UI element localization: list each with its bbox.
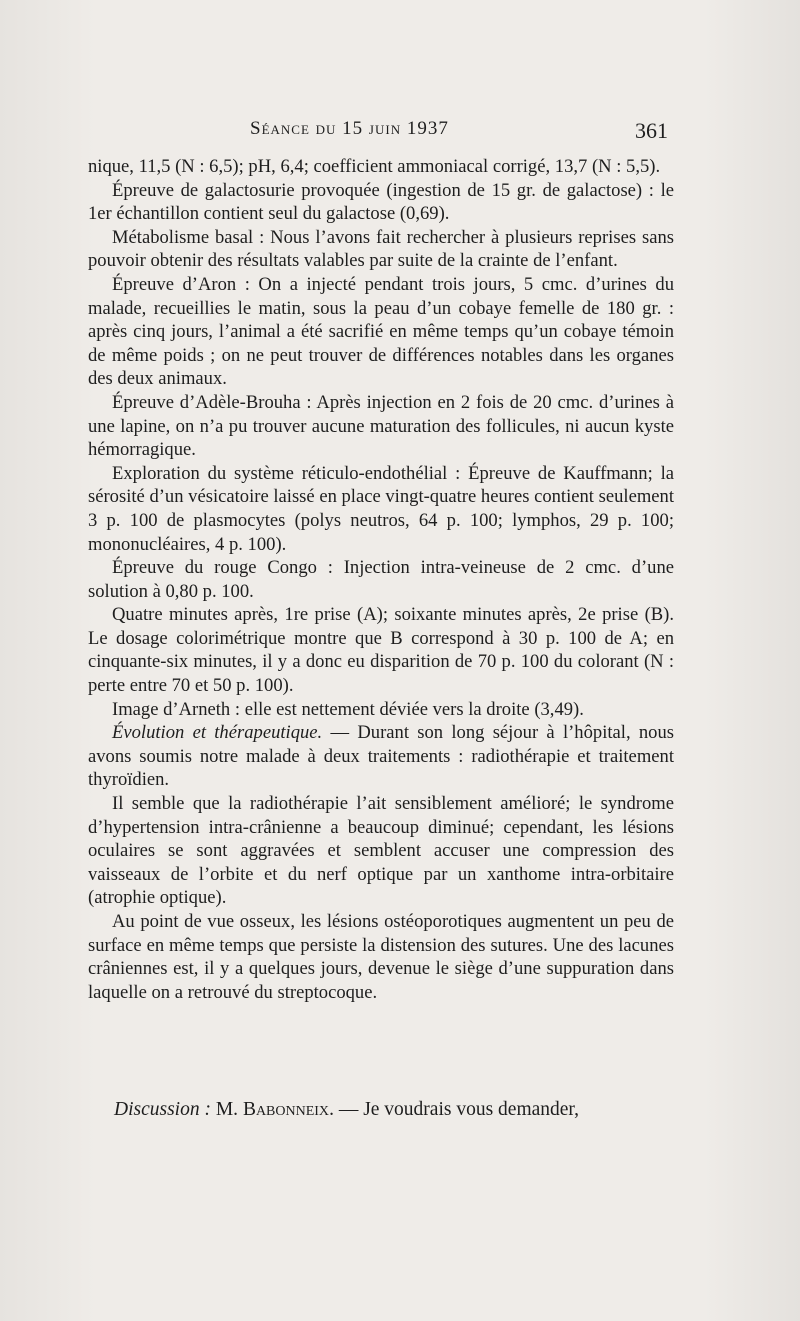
paragraph: Métabolisme basal : Nous l’avons fait rechercher à plusieurs reprises sans pouvoir obtenir des résultats valables par suite de la crainte de l’enfant. (88, 226, 674, 272)
paragraph: Épreuve d’Adèle-Brouha : Après injection en 2 fois de 20 cmc. d’urines à une lapine, on n’a pu trouver aucune maturation des follicules, ni aucun kyste hémorragique. (88, 391, 674, 461)
page-header (250, 118, 680, 146)
paragraph: Quatre minutes après, 1re prise (A); soixante minutes après, 2e prise (B). Le dosage colorimétrique montre que B correspond à 30 p. 100 de A; en cinquante-six minutes, il y a donc eu disparition de 70 p. 100 du colorant (N : perte entre 70 et 50 p. 100). (88, 604, 674, 697)
paragraph: Image d’Arneth : elle est nettement déviée vers la droite (3,49). (112, 698, 584, 720)
paragraph: Il semble que la radiothérapie l’ait sensiblement amélioré; le syndrome d’hypertension intra-crânienne a beaucoup diminué; cependant, les lésions oculaires se sont aggravées et semblent accuser une compression des vaisseaux de l’orbite et du nerf optique par un xanthome intra-orbitaire (atrophie optique). (88, 793, 674, 909)
speaker-name: Babonneix (242, 1099, 330, 1120)
discussion-label: Discussion : (114, 1099, 211, 1120)
discussion-line: Discussion : M. Babonneix. — Je voudrais vous demander, (114, 1099, 580, 1120)
paragraph: nique, 11,5 (N : 6,5); pH, 6,4; coefficient ammoniacal corrigé, 13,7 (N : 5,5). (88, 156, 661, 177)
paragraph: Au point de vue osseux, les lésions ostéoporotiques augmentent un peu de surface en même temps que persiste la distension des sutures. Une des lacunes crâniennes est, il y a quelques jours, devenue le siège d’une suppuration dans laquelle on a retrouvé du streptocoque. (88, 911, 674, 1003)
section-lead: Évolution et thérapeutique. (112, 722, 323, 744)
section-paragraph: Évolution et thérapeutique. — Durant son long séjour à l’hôpital, nous avons soumis notre malade à deux traitements : radiothérapie et traitement thyroïdien. (88, 722, 674, 791)
paragraph: Exploration du système réticulo-endothélial : Épreuve de Kauffmann; la sérosité d’un vésicatoire laissé en place vingt-quatre heures contient seulement 3 p. 100 de plasmocytes (polys neutros, 64 p. 100; lymphos, 29 p. 100; mononucléaires, 4 p. 100). (88, 462, 675, 555)
body-text (88, 155, 674, 1004)
paragraph: Épreuve du rouge Congo : Injection intra-veineuse de 2 cmc. d’une solution à 0,80 p. 100. (88, 557, 674, 602)
page-number: 361 (635, 118, 668, 143)
paragraph: Épreuve d’Aron : On a injecté pendant trois jours, 5 cmc. d’urines du malade, recueillies le matin, sous la peau d’un cobaye femelle de 180 gr. : après cinq jours, l’animal a été sacrifié en même temps qu’un cobaye témoin de même poids ; on ne peut trouver de différences notables dans les organes des deux animaux. (88, 273, 674, 390)
running-head: Séance du 15 juin 1937 (250, 118, 449, 139)
paragraph: Épreuve de galactosurie provoquée (ingestion de 15 gr. de galactose) : le 1er échantillon contient seul du galactose (0,69). (88, 179, 674, 225)
